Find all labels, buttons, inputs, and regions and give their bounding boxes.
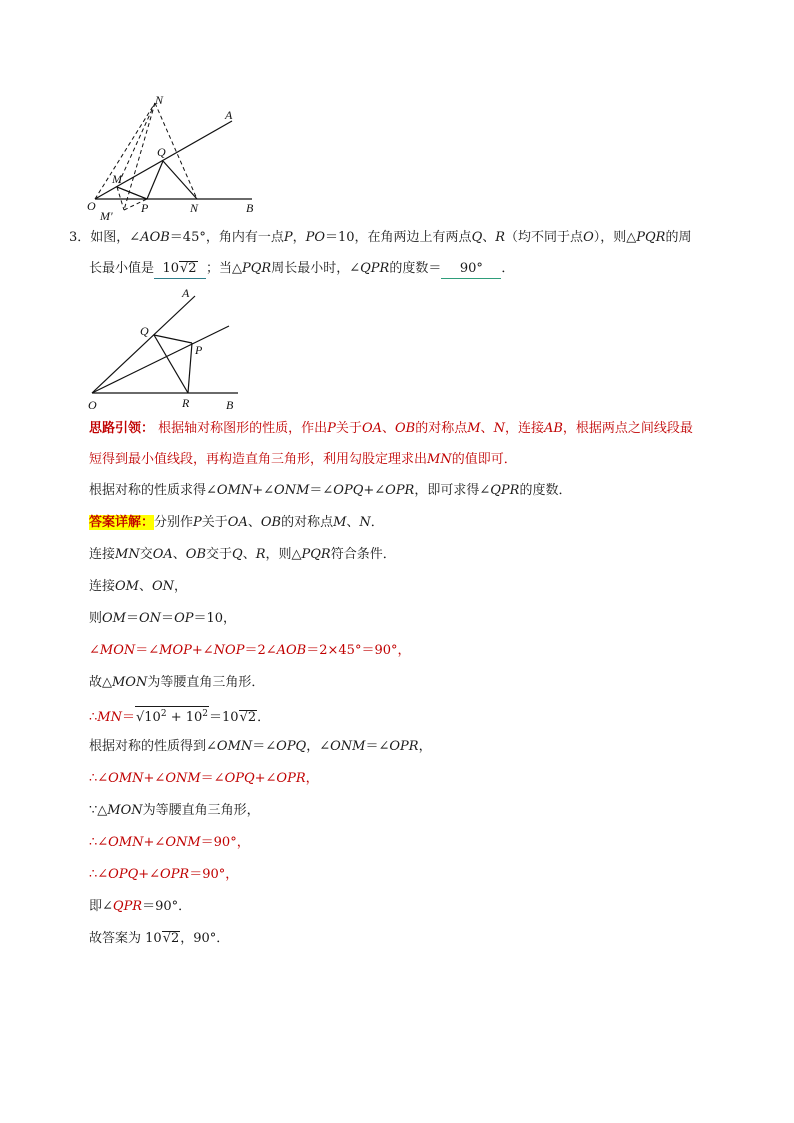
fig1-label-Q: Q: [157, 145, 166, 159]
math: PQR: [242, 261, 272, 276]
math: NOP: [213, 643, 245, 658]
math: ON: [139, 611, 162, 626]
exp: 2: [160, 709, 167, 719]
text: ∴∠: [89, 771, 109, 786]
figure-2-diagram: [82, 283, 252, 415]
math: N: [359, 515, 371, 530]
text: 符合条件．: [330, 547, 396, 562]
text: 的度数．: [519, 483, 572, 498]
math: R: [255, 547, 266, 562]
math: OPR: [160, 867, 190, 882]
math: MN: [115, 547, 140, 562]
text: ＝90°．: [142, 899, 192, 914]
text: ∵△: [89, 803, 108, 818]
fig1-label-O: O: [87, 199, 96, 213]
text: 的对称点: [415, 421, 468, 436]
text: ＝: [161, 611, 175, 626]
math: MON: [107, 803, 143, 818]
text: 故△: [89, 675, 112, 690]
math: OMN: [108, 835, 144, 850]
text: 根据对称的性质求得∠: [89, 483, 217, 498]
hint-text: [154, 421, 693, 436]
answer-blank-angle: 90°: [441, 260, 501, 279]
text: ∴∠: [89, 835, 109, 850]
text: ，90°．: [180, 931, 230, 946]
math: OPQ: [276, 739, 307, 754]
text: 即∠: [89, 899, 113, 914]
text: ，: [174, 579, 188, 594]
text: ＝10: [209, 710, 239, 725]
math: OA: [227, 515, 248, 530]
math: OB: [395, 421, 416, 436]
text: 为等腰直角三角形．: [147, 675, 265, 690]
text: 周长最小时，∠: [271, 261, 361, 276]
math: P: [327, 421, 336, 436]
answer-line-2: [89, 546, 396, 564]
answer-line-14: [89, 930, 229, 948]
fig2-label-R: R: [182, 396, 190, 410]
math: OP: [174, 611, 194, 626]
text: ＝∠: [252, 739, 277, 754]
sqrt-expression: $√10^2 + 10^2$: [135, 706, 209, 725]
math: OMN: [108, 771, 144, 786]
radicand: 2: [247, 710, 257, 725]
answer-line-4: [89, 610, 236, 628]
math: ONM: [165, 771, 201, 786]
math: OB: [185, 547, 206, 562]
text: ∴∠: [89, 867, 109, 882]
math: OM: [115, 579, 139, 594]
text: 、: [172, 547, 186, 562]
hint-line-1: [89, 420, 693, 438]
text: ，则△: [265, 547, 302, 562]
text: 、: [138, 579, 152, 594]
text: ∠: [89, 643, 100, 658]
text: ＝: [121, 710, 135, 725]
radical: √2: [239, 710, 257, 725]
text: 、: [381, 421, 395, 436]
text: ），则△: [593, 230, 637, 245]
answer-line-1: [89, 514, 384, 532]
text: 关于: [335, 421, 362, 436]
text: ＝10，: [193, 611, 237, 626]
text: ＝∠: [135, 643, 160, 658]
text: 的值即可．: [451, 452, 517, 467]
radical: √2: [180, 261, 197, 276]
math: P: [193, 515, 202, 530]
math: OA: [361, 421, 382, 436]
fig1-label-N: N: [190, 201, 199, 215]
problem-3-line-1: [69, 229, 691, 247]
text: ，: [305, 771, 319, 786]
text: ．: [501, 261, 515, 276]
math: OMN: [216, 739, 253, 754]
num: 10: [144, 710, 161, 725]
text: 故答案为 10: [89, 931, 162, 946]
radicand: 2: [188, 261, 197, 276]
answer-line-6: [89, 674, 264, 692]
text: 根据轴对称图形的性质，作出: [158, 421, 328, 436]
answer-value: 10: [162, 261, 179, 276]
math: Q: [232, 547, 243, 562]
answer-line-7: [89, 706, 270, 727]
math: AOB: [140, 230, 170, 245]
math: QPR: [490, 483, 520, 498]
text: 连接: [89, 547, 116, 562]
text: 如图，∠: [90, 230, 141, 245]
math: OM: [102, 611, 126, 626]
math: PO: [305, 230, 326, 245]
text: +∠: [143, 771, 166, 786]
text: 、: [346, 515, 360, 530]
text: 短得到最小值线段，再构造直角三角形，利用勾股定理求出: [89, 452, 428, 467]
answer-line-12: [89, 866, 238, 884]
math: P: [283, 230, 293, 245]
problem-3-line-2: [89, 260, 514, 279]
text: ∴: [89, 710, 98, 725]
math: OPQ: [108, 867, 139, 882]
problem-number: 3．: [69, 230, 91, 245]
math: MN: [427, 452, 452, 467]
math: OPR: [385, 483, 415, 498]
text: +∠: [143, 835, 166, 850]
text: 的度数＝: [389, 261, 442, 276]
text: ＝∠: [200, 771, 225, 786]
math: AB: [543, 421, 563, 436]
text: 交于: [206, 547, 233, 562]
answer-line-9: [89, 770, 319, 788]
answer-line-8: [89, 738, 432, 756]
math: N: [493, 421, 505, 436]
exp: 2: [202, 709, 209, 719]
text: 、: [480, 421, 494, 436]
text: （均不同于点: [505, 230, 584, 245]
fig2-label-B: B: [226, 398, 234, 412]
text: +∠: [363, 483, 386, 498]
text: 、: [482, 230, 496, 245]
math: PQR: [301, 547, 331, 562]
math: AOB: [276, 643, 307, 658]
radical: √2: [162, 931, 180, 946]
text: ，即可求得∠: [414, 483, 491, 498]
text: 连接: [89, 579, 116, 594]
math: OPQ: [333, 483, 364, 498]
math: ONM: [330, 739, 366, 754]
text: ＝90°，: [200, 835, 250, 850]
text: +∠: [252, 483, 275, 498]
math: M: [333, 515, 347, 530]
math: MON: [99, 643, 136, 658]
text: ＝45°，角内有一点: [169, 230, 284, 245]
math: OB: [260, 515, 282, 530]
math: Q: [471, 230, 483, 245]
math: ONM: [274, 483, 310, 498]
answer-line-3: [89, 578, 187, 596]
text: ＝∠: [365, 739, 390, 754]
text: ＝: [125, 611, 139, 626]
math: MN: [97, 710, 122, 725]
op: +: [166, 710, 186, 725]
math: M: [467, 421, 481, 436]
answer-line-5: [89, 642, 410, 660]
math: OMN: [216, 483, 253, 498]
math: MON: [112, 675, 148, 690]
text: ＝2∠: [244, 643, 277, 658]
hint-line-2: [89, 451, 517, 469]
text: +∠: [254, 771, 277, 786]
figure-1-diagram: [82, 90, 282, 220]
text: ，根据两点之间线段最: [562, 421, 693, 436]
math: O: [583, 230, 594, 245]
fig2-label-A: A: [182, 286, 190, 300]
text: ．: [370, 515, 384, 530]
hint-line-3: [89, 482, 571, 500]
text: 长最小值是: [89, 261, 155, 276]
text: 则: [89, 611, 103, 626]
text: 、: [242, 547, 256, 562]
answer-label: 答案详解：: [89, 515, 155, 530]
text: 分别作: [154, 515, 194, 530]
math: PQR: [636, 230, 666, 245]
answer-line-11: [89, 834, 250, 852]
fig1-label-M: M: [112, 172, 122, 186]
math: OPQ: [224, 771, 255, 786]
text: 的周: [665, 230, 692, 245]
text: ；当△: [206, 261, 243, 276]
math: MOP: [159, 643, 192, 658]
math: ONM: [165, 835, 201, 850]
text: ＝2×45°＝90°，: [306, 643, 411, 658]
answer-line-13: [89, 898, 191, 916]
math: OPR: [276, 771, 306, 786]
fig1-label-M-prime: M': [100, 209, 113, 220]
fig2-label-O: O: [88, 398, 97, 412]
text: 为等腰直角三角形，: [142, 803, 260, 818]
text: ，∠: [306, 739, 331, 754]
fig2-label-Q: Q: [140, 324, 149, 338]
answer-line-10: [89, 802, 260, 820]
fig1-label-A: A: [225, 108, 233, 122]
text: 根据对称的性质得到∠: [89, 739, 217, 754]
text: ＝90°，: [189, 867, 239, 882]
text: ，连接: [504, 421, 544, 436]
fig1-label-N-prime: N: [155, 93, 164, 107]
math: ON: [152, 579, 175, 594]
math: QPR: [360, 261, 390, 276]
radicand: 2: [170, 931, 180, 946]
answer-blank-perimeter: [154, 260, 206, 279]
text: +∠: [191, 643, 214, 658]
text: 的对称点: [281, 515, 334, 530]
text: 、: [247, 515, 261, 530]
math: R: [495, 230, 506, 245]
fig2-label-P: P: [195, 343, 203, 357]
math: OA: [152, 547, 173, 562]
num: 10: [185, 710, 203, 725]
text: +∠: [138, 867, 161, 882]
text: ＝10，在角两边上有两点: [325, 230, 472, 245]
math: QPR: [112, 899, 143, 914]
hint-label: 思路引领：: [89, 421, 155, 436]
text: ，: [292, 230, 306, 245]
math: OPR: [389, 739, 419, 754]
text: ，: [418, 739, 432, 754]
fig1-label-B: B: [246, 201, 254, 215]
fig1-label-P: P: [141, 201, 149, 215]
text: 关于: [201, 515, 228, 530]
text: ．: [257, 710, 271, 725]
text: 交: [139, 547, 153, 562]
text: ＝∠: [309, 483, 334, 498]
